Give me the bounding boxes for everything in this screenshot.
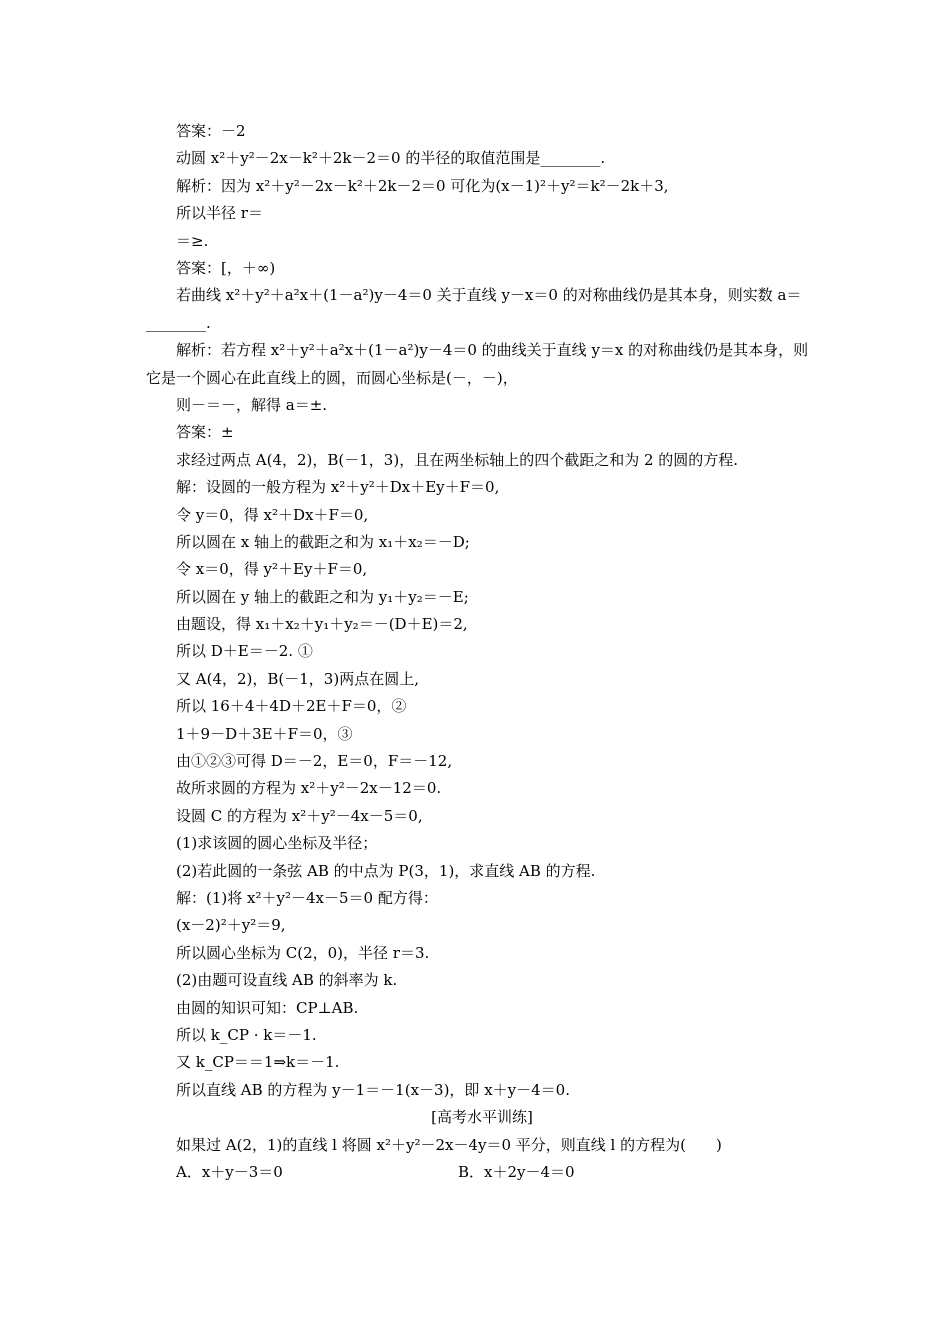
text-line: 又 k_CP＝＝1⇒k＝－1.	[176, 1053, 340, 1072]
text-line: 答案：±	[176, 423, 234, 442]
text-line: 所以圆在 x 轴上的截距之和为 x₁＋x₂＝－D;	[176, 532, 470, 551]
text-line: ＝≥.	[176, 231, 209, 250]
text-line: 所以直线 AB 的方程为 y－1＝－1(x－3)，即 x＋y－4＝0.	[176, 1080, 570, 1099]
answer-options	[146, 1159, 818, 1186]
text-line: 动圆 x²＋y²－2x－k²＋2k－2＝0 的半径的取值范围是________.	[176, 149, 606, 168]
text-line: 所以半径 r＝	[176, 204, 263, 223]
section-heading: [高考水平训练]	[431, 1108, 533, 1127]
text-line: 解：设圆的一般方程为 x²＋y²＋Dx＋Ey＋F＝0,	[176, 478, 500, 497]
text-line: (2)若此圆的一条弦 AB 的中点为 P(3，1)，求直线 AB 的方程.	[176, 861, 596, 880]
solution-paragraph: 解析：若方程 x²＋y²＋a²x＋(1－a²)y－4＝0 的曲线关于直线 y＝x 的对称曲线仍是其本身，则它是一个圆心在此直线上的圆，而圆心坐标是(－，－)，	[146, 341, 809, 387]
question-paragraph: 若曲线 x²＋y²＋a²x＋(1－a²)y－4＝0 关于直线 y－x＝0 的对称曲线仍是其本身，则实数 a＝________.	[146, 286, 802, 332]
text-line: 由①②③可得 D＝－2，E＝0，F＝－12,	[176, 752, 453, 771]
text-line: 由圆的知识可知：CP⊥AB.	[176, 998, 359, 1017]
text-line: 所以圆在 y 轴上的截距之和为 y₁＋y₂＝－E;	[176, 587, 469, 606]
document-body	[146, 118, 818, 1186]
text-line: 由题设，得 x₁＋x₂＋y₁＋y₂＝－(D＋E)＝2,	[176, 615, 468, 634]
text-line: (1)求该圆的圆心坐标及半径；	[176, 834, 378, 853]
text-line: 1＋9－D＋3E＋F＝0，③	[176, 724, 353, 743]
text-line: (2)由题可设直线 AB 的斜率为 k.	[176, 971, 398, 990]
text-line: 令 y＝0，得 x²＋Dx＋F＝0,	[176, 505, 369, 524]
text-line: 令 x＝0，得 y²＋Ey＋F＝0,	[176, 560, 368, 579]
text-line: 求经过两点 A(4，2)，B(－1，3)，且在两坐标轴上的四个截距之和为 2 的圆的方程.	[176, 450, 739, 469]
text-line: 所以圆心坐标为 C(2，0)，半径 r＝3.	[176, 943, 430, 962]
text-line: 则－＝－，解得 a＝±.	[176, 395, 328, 414]
text-line: 设圆 C 的方程为 x²＋y²－4x－5＝0,	[176, 806, 423, 825]
text-line: 答案：－2	[176, 122, 246, 140]
text-line: 所以 16＋4＋4D＋2E＋F＝0，②	[176, 697, 407, 716]
text-line: 所以 k_CP · k＝－1.	[176, 1025, 317, 1044]
option-b: B．x＋2y－4＝0	[458, 1162, 575, 1181]
text-line: 解析：因为 x²＋y²－2x－k²＋2k－2＝0 可化为(x－1)²＋y²＝k²－2k＋3,	[176, 176, 669, 195]
text-line: 解：(1)将 x²＋y²－4x－5＝0 配方得：	[176, 889, 438, 907]
text-line: 又 A(4，2)，B(－1，3)两点在圆上,	[176, 669, 419, 688]
text-line: 答案：[，＋∞)	[176, 258, 276, 277]
text-line: 故所求圆的方程为 x²＋y²－2x－12＝0.	[176, 779, 442, 798]
text-line: 所以 D＋E＝－2. ①	[176, 642, 313, 661]
text-line: (x－2)²＋y²＝9,	[176, 916, 286, 935]
option-a: A．x＋y－3＝0	[176, 1162, 283, 1181]
text-line: 如果过 A(2，1)的直线 l 将圆 x²＋y²－2x－4y＝0 平分，则直线 l 的方程为( )	[176, 1135, 722, 1154]
